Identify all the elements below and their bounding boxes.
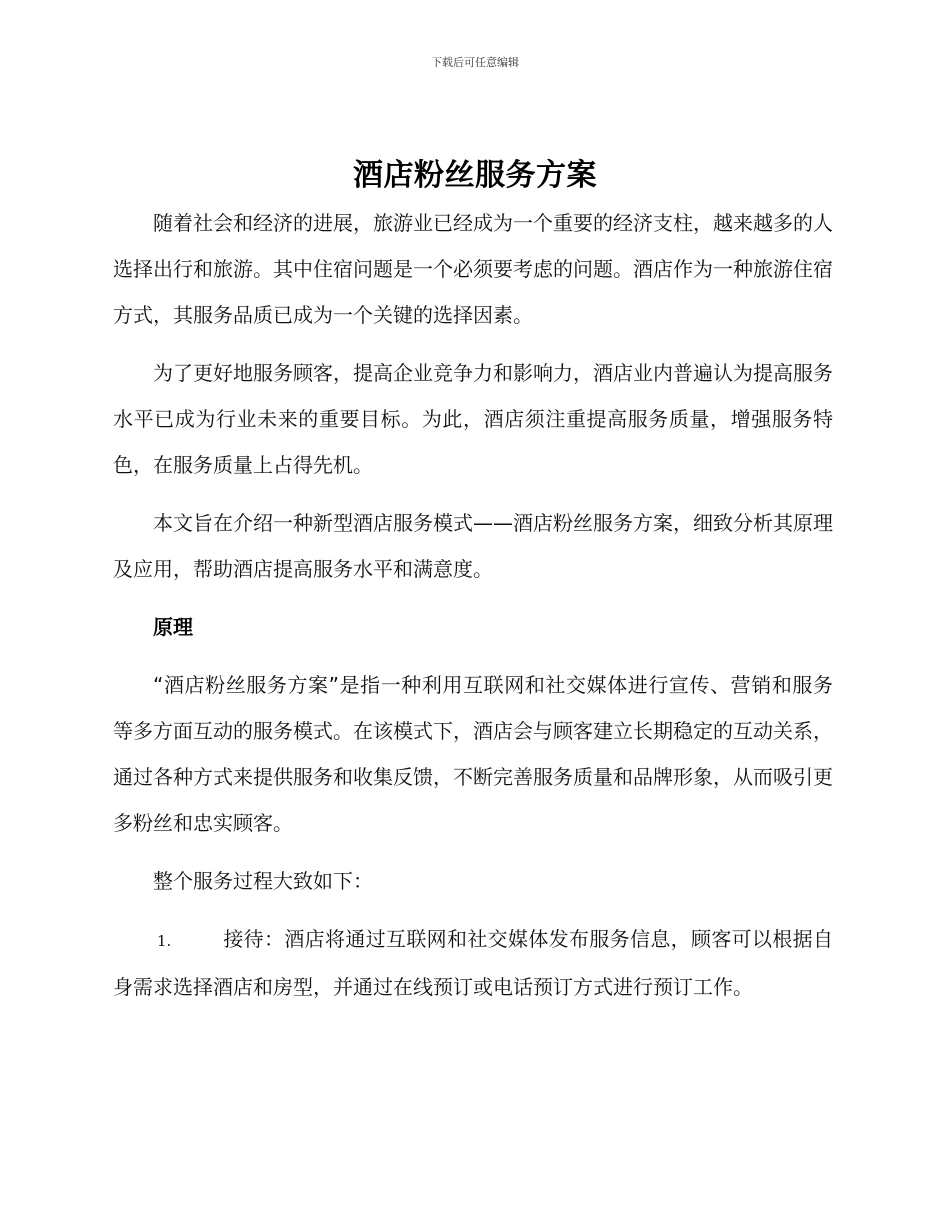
section-paragraph-2: 整个服务过程大致如下： bbox=[153, 869, 373, 893]
list-item-text: 接待：酒店将通过互联网和社交媒体发布服务信息，顾客可以根据自身需求选择酒店和房型，并通过在线预订或电话预订方式进行预订工作。 bbox=[113, 927, 833, 999]
intro-paragraph-2: 为了更好地服务顾客，提高企业竞争力和影响力，酒店业内普遍认为提高服务水平已成为行业未来的重要目标。为此，酒店须注重提高服务质量，增强服务特色，在服务质量上占得先机。 bbox=[113, 361, 833, 477]
section-paragraph-1: “酒店粉丝服务方案”是指一种利用互联网和社交媒体进行宣传、营销和服务等多方面互动的服务模式。在该模式下，酒店会与顾客建立长期稳定的互动关系，通过各种方式来提供服务和收集反馈，不断完善服务质量和品牌形象，从而吸引更多粉丝和忠实顾客。 bbox=[113, 673, 833, 835]
intro-paragraph-3: 本文旨在介绍一种新型酒店服务模式——酒店粉丝服务方案，细致分析其原理及应用，帮助酒店提高服务水平和满意度。 bbox=[113, 511, 833, 581]
section-heading: 原理 bbox=[153, 615, 193, 639]
list-item bbox=[113, 916, 833, 1010]
document-title: 酒店粉丝服务方案 bbox=[353, 158, 597, 193]
header-note: 下载后可任意编辑 bbox=[431, 56, 519, 69]
document-body bbox=[113, 200, 833, 1010]
intro-paragraph-1: 随着社会和经济的进展，旅游业已经成为一个重要的经济支柱，越来越多的人选择出行和旅游。其中住宿问题是一个必须要考虑的问题。酒店作为一种旅游住宿方式，其服务品质已成为一个关键的选择因素。 bbox=[113, 211, 833, 327]
list-item-number: 1. bbox=[157, 932, 172, 950]
